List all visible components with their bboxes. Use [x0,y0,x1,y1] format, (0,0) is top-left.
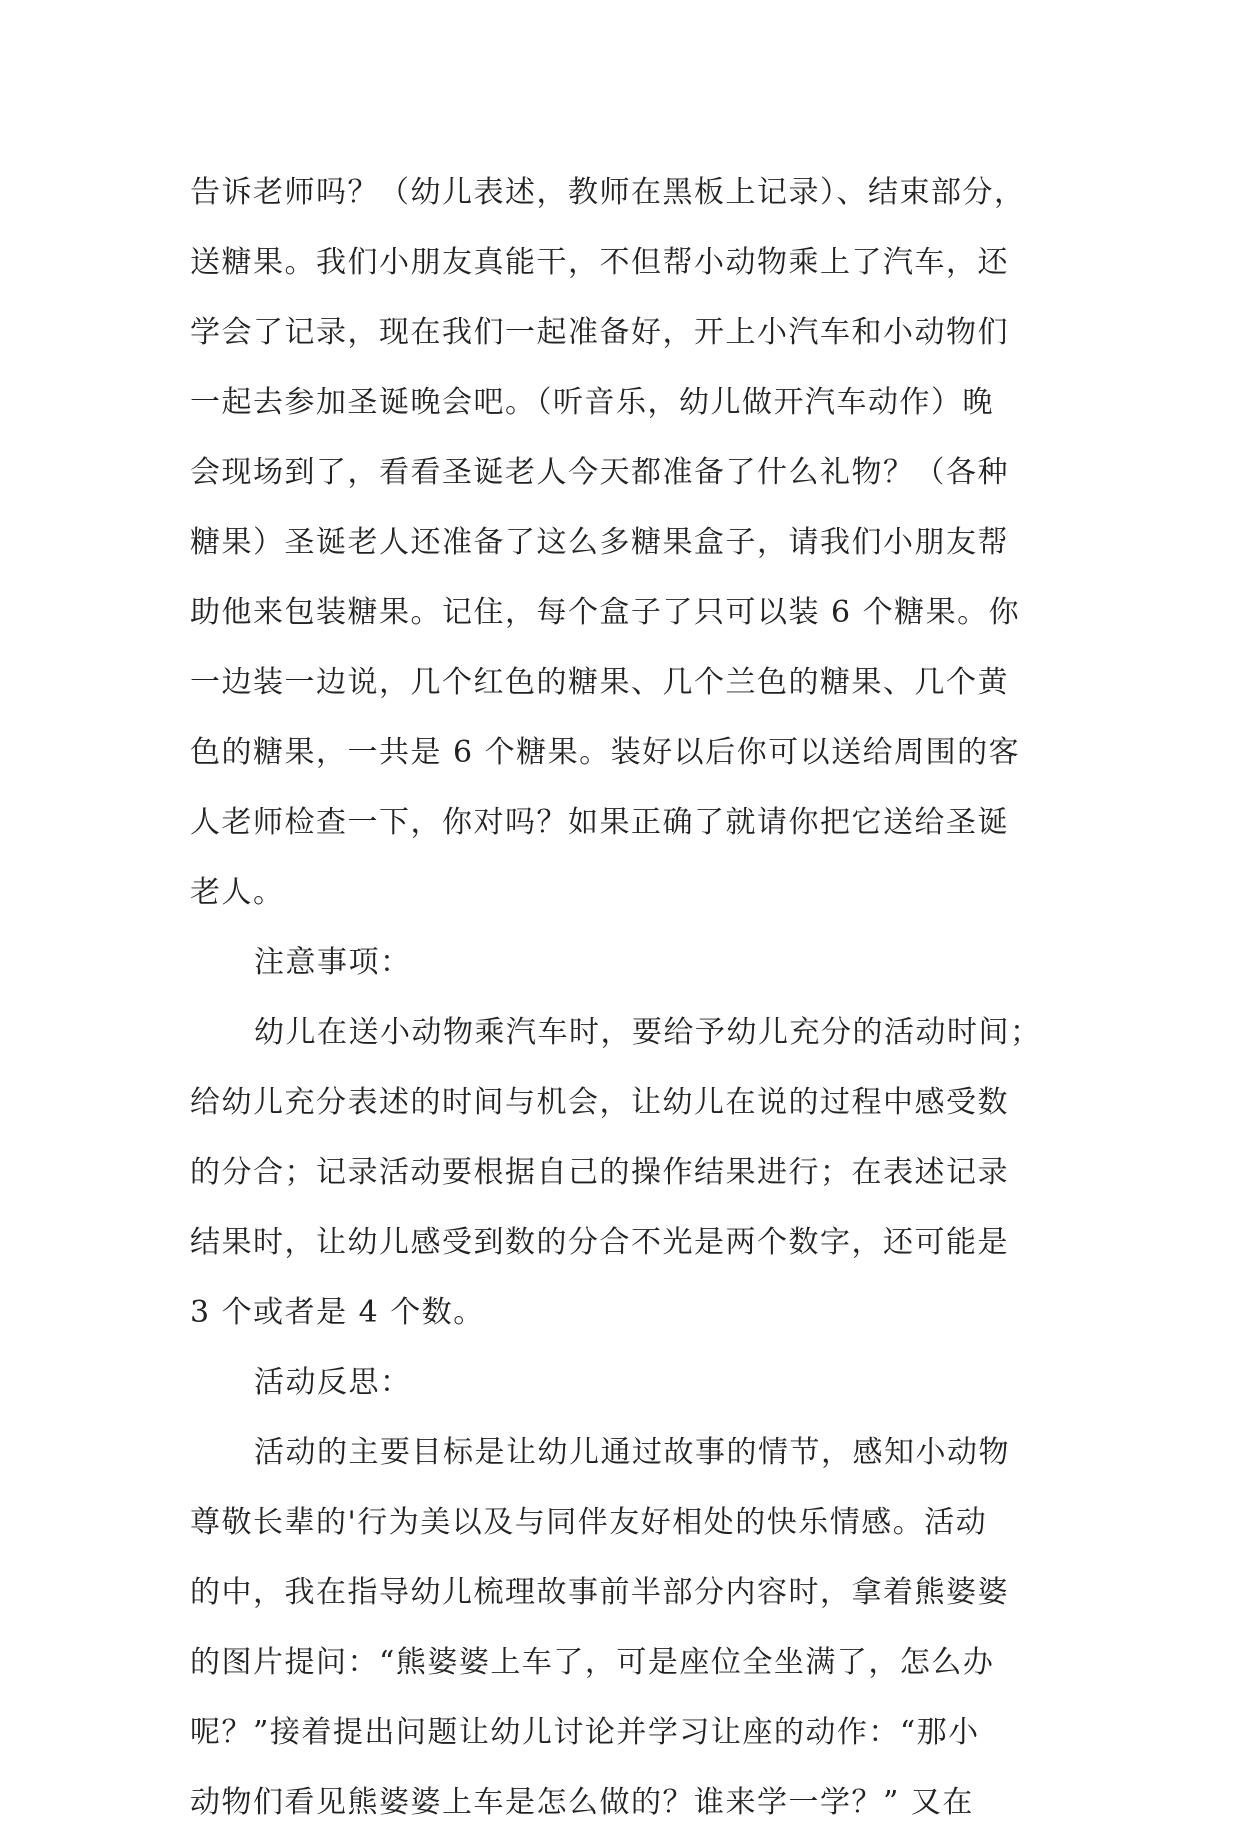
text-line: 一起去参加圣诞晚会吧。（听音乐，幼儿做开汽车动作）晚 [190,385,994,420]
text-line: 老人。 [190,875,285,910]
text-line: 的中，我在指导幼儿梳理故事前半部分内容时，拿着熊婆婆 [190,1575,1009,1610]
text-line: 的图片提问：“熊婆婆上车了，可是座位全坐满了，怎么办 [190,1645,995,1680]
text-line: 人老师检查一下，你对吗？如果正确了就请你把它送给圣诞 [190,805,1009,840]
text-line: 糖果）圣诞老人还准备了这么多糖果盒子，请我们小朋友帮 [190,525,1009,560]
text-line: 一边装一边说，几个红色的糖果、几个兰色的糖果、几个黄 [190,665,1009,700]
text-line: 幼儿在送小动物乘汽车时，要给予幼儿充分的活动时间； [254,1015,1042,1050]
text-line: 尊敬长辈的'行为美以及与同伴友好相处的快乐情感。活动 [190,1505,988,1540]
section-heading-reflection: 活动反思： [254,1365,412,1400]
text-line: 呢？”接着提出问题让幼儿讨论并学习让座的动作：“那小 [190,1715,980,1750]
text-line: 色的糖果，一共是 6 个糖果。装好以后你可以送给周围的客 [190,735,1021,770]
text-line: 会现场到了，看看圣诞老人今天都准备了什么礼物？（各种 [190,455,1009,490]
text-line: 的分合；记录活动要根据自己的操作结果进行；在表述记录 [190,1155,1009,1190]
text-line: 告诉老师吗？（幼儿表述，教师在黑板上记录）、结束部分， [190,175,1026,210]
text-line: 送糖果。我们小朋友真能干，不但帮小动物乘上了汽车，还 [190,245,1009,280]
text-line: 3 个或者是 4 个数。 [190,1295,485,1330]
text-line: 给幼儿充分表述的时间与机会，让幼儿在说的过程中感受数 [190,1085,1009,1120]
text-line: 结果时，让幼儿感受到数的分合不光是两个数字，还可能是 [190,1225,1009,1260]
section-heading-notes: 注意事项： [254,945,412,980]
body-text [190,158,1060,1838]
text-line: 助他来包装糖果。记住，每个盒子了只可以装 6 个糖果。你 [190,595,1021,630]
text-line: 活动的主要目标是让幼儿通过故事的情节，感知小动物 [254,1435,1010,1470]
text-line: 学会了记录，现在我们一起准备好，开上小汽车和小动物们 [190,315,1009,350]
text-line: 动物们看见熊婆婆上车是怎么做的？谁来学一学？” 又在 [190,1785,974,1820]
